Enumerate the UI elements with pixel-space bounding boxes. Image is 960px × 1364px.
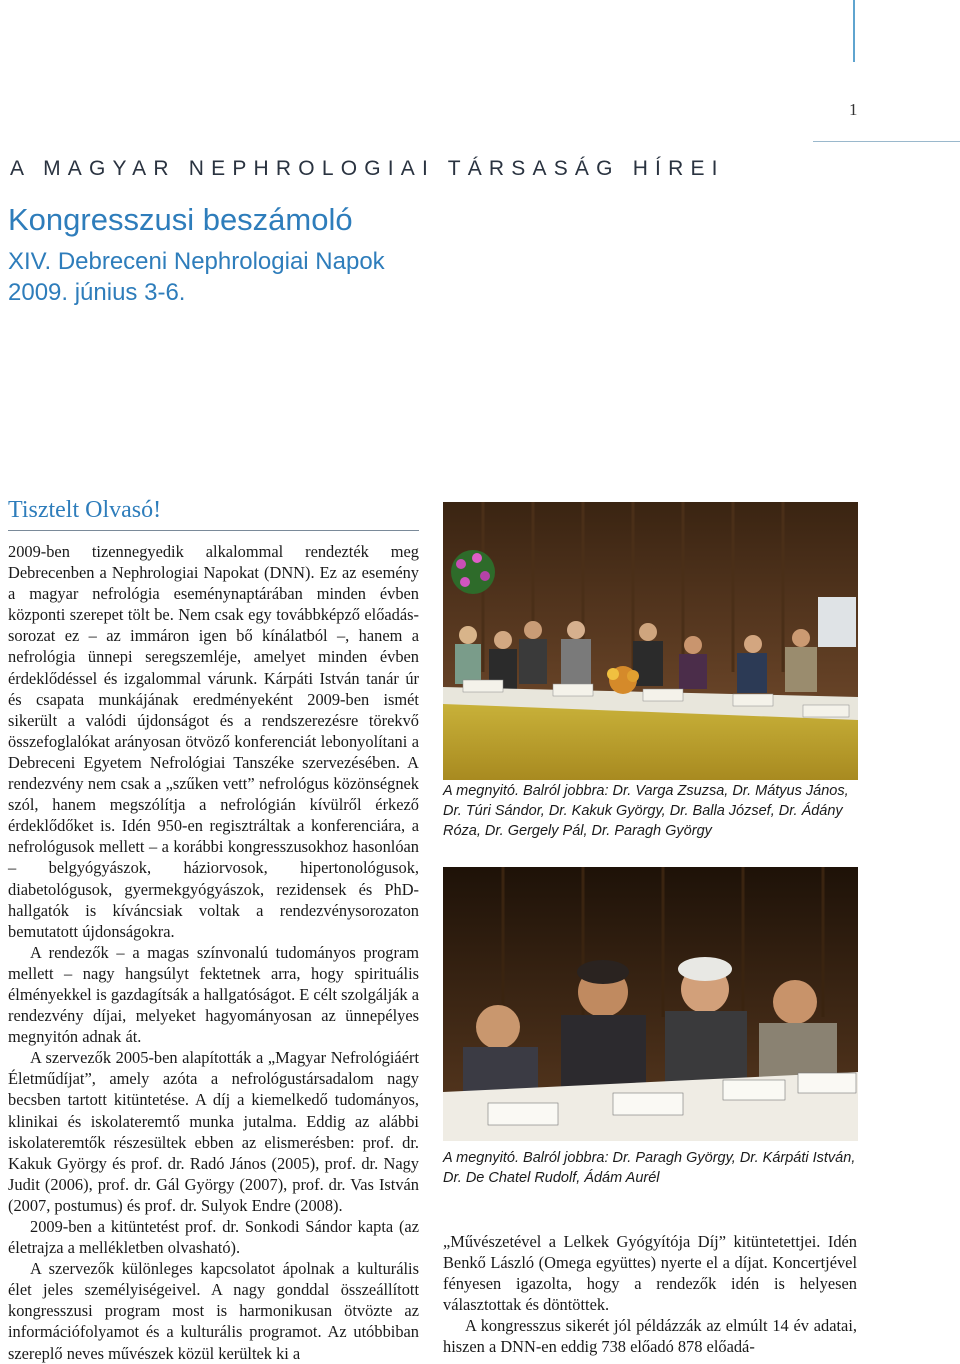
body-paragraph: A szervezők 2005-ben alapították a „Magyar Nefrológiáért Életműdíjat”, amely azóta a nefrológustársadalom nagy becsben tartott kitüntetése. A díj a kiemelkedő tudományos, klinikai és iskolateremtő munka jutalma. Eddig az alábbi iskolateremtők részesültek ebben az elismerésben: prof. dr. Kakuk György és prof. dr. Radó János (2005), prof. dr. Nagy Judit (2006), prof. dr. Gál György (2007), prof. dr. Vas István (2007, postumus) és prof. dr. Sulyok Endre (2008). [8, 1048, 419, 1215]
greeting-heading: Tisztelt Olvasó! [8, 497, 162, 523]
article-body-left [8, 541, 419, 1364]
top-accent-line [853, 0, 855, 62]
body-paragraph: A szervezők különleges kapcsolatot ápolnak a kulturális élet jeles személyiségeivel. A nagy gonddal összeállított kongresszusi program most is harmonikusan ötvözte az információfolyamot és a kulturális programot. Az utóbbiban szereplő neves művészek közül kerültek ki a [8, 1259, 419, 1363]
photo1-caption: A megnyitó. Balról jobbra: Dr. Varga Zsuzsa, Dr. Mátyus János, Dr. Túri Sándor, Dr. Kakuk György, Dr. Balla József, Dr. Ádány Róza, Dr. Gergely Pál, Dr. Paragh György [443, 783, 849, 839]
body-paragraph: 2009-ben a kitüntetést prof. dr. Sonkodi Sándor kapta (az életrajza a mellékletben olvasható). [8, 1217, 419, 1258]
photo2-caption: A megnyitó. Balról jobbra: Dr. Paragh György, Dr. Kárpáti István, Dr. De Chatel Rudolf, Ádám Aurél [443, 1150, 856, 1186]
body-paragraph: 2009-ben tizennegyedik alkalommal rendezték meg Debrecenben a Nephrologiai Napokat (DNN). Ez az esemény a magyar nefrológia eseménynaptárában minden évben központi szerepet tölt be. Nem csak egy továbbképző előadás-sorozat ez – az immáron igen bő kínálatból –, hanem a nefrológia ünnepi seregszemléje, amelyet minden évben érdeklődéssel és izgalommal várunk. Kárpáti István tanár úr és csapata munkájának eredményeként 2009-ben ismét sikerült a valódi újdonságot és a rendszerezésre törekvő összefoglalókat arányosan ötvöző konferenciát lebonyolítani a Debreceni Egyetem Nefrológiai Tanszéke szervezésében. A rendezvény nem csak a „szűken vett” nefrológus közönségnek szól, hanem megszólítja a nefrológián kívülről érkező érdeklődőket is. Idén 950-en regisztráltak a konferenciára, a nefrológusok mellett – a korábbi kongresszusokhoz hasonlóan – belgyógyászok, háziorvosok, hipertonológusok, diabetológusok, gyermekgyógyászok, rezidensek és PhD-hallgatók is kíváncsiak voltak a rendezvénysorozaton bemutatott újdonságokra. [8, 542, 419, 941]
article-title: Kongresszusi beszámoló [8, 202, 353, 237]
body-paragraph: A kongresszus sikerét jól példázzák az elmúlt 14 év adatai, hiszen a DNN-en eddig 738 előadó 878 előadá- [443, 1316, 857, 1357]
section-title: A MAGYAR NEPHROLOGIAI TÁRSASÁG HÍREI [10, 157, 725, 180]
article-subtitle-event: XIV. Debreceni Nephrologiai Napok [8, 248, 385, 275]
presidium-photo [443, 867, 858, 1141]
body-paragraph: A rendezők – a magas színvonalú tudományos program mellett – nagy hangsúlyt fektetnek arra, hogy spirituális élményekkel is gazdagítsák a hallgatóságot. E célt szolgálják a rendezvény díjai, melyeket hagyományosan az ünnepélyes megnyitón adnak át. [8, 942, 419, 1047]
opening-panel-photo [443, 502, 858, 780]
body-paragraph: „Művészetével a Lelkek Gyógyítója Díj” kitüntetettjei. Idén Benkő László (Omega együttes) nyerte el a díjat. Koncertjével fényesen igazolta, hogy a rendezők idén is helyesen választottak és döntöttek. [443, 1232, 857, 1315]
article-body-right [443, 1231, 857, 1358]
page-number-rule [813, 141, 960, 142]
page-number: 1 [849, 100, 858, 119]
article-subtitle-date: 2009. június 3-6. [8, 279, 186, 306]
greeting-rule [8, 530, 419, 531]
